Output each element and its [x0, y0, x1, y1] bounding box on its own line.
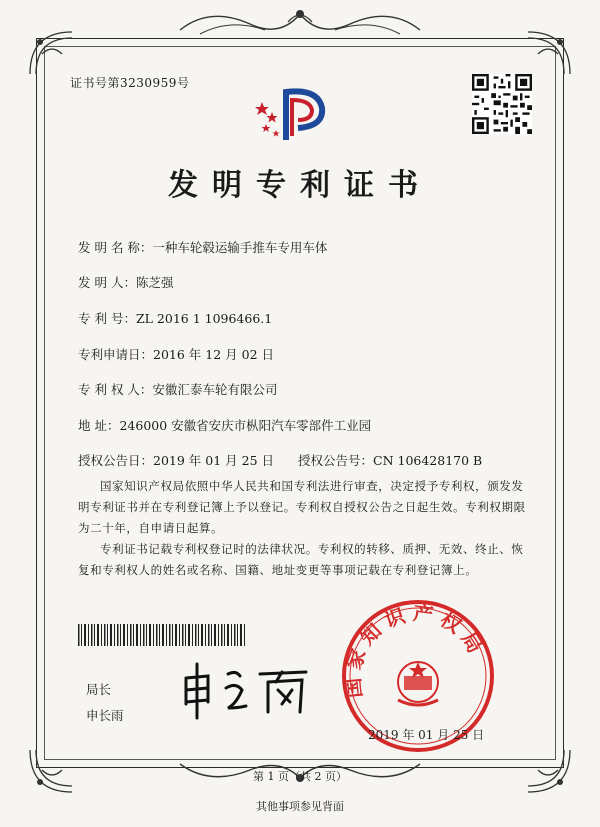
field-grant-announce-date — [78, 451, 274, 469]
seal-date: 2019 年 01 月 25 日 — [368, 728, 485, 742]
patent-number-label: 专 利 号： — [78, 311, 136, 326]
invention-name-label: 发 明 名 称： — [78, 240, 153, 255]
grant-announce-date-value: 2019 年 01 月 25 日 — [153, 453, 275, 468]
patentee-value: 安徽汇泰车轮有限公司 — [152, 382, 278, 397]
footer-note: 其他事项参见背面 — [256, 800, 344, 813]
field-patent-number — [78, 309, 272, 327]
field-invention-name — [78, 238, 327, 256]
invention-name-value: 一种车轮毂运输手推车专用车体 — [152, 240, 328, 255]
grant-announce-number-label: 授权公告号： — [298, 453, 374, 468]
top-ornament — [170, 0, 430, 46]
grant-announce-date-label: 授权公告日： — [78, 453, 154, 468]
paragraph-legal-status: 专利证书记载专利权登记时的法律状况。专利权的转移、质押、无效、终止、恢复和专利权人的姓名或名称、国籍、地址变更等事项记载在专利登记簿上。 — [78, 542, 524, 577]
svg-text:国家知识产权局: 国家知识产权局 — [340, 600, 491, 700]
patentee-label: 专 利 权 人： — [78, 382, 153, 397]
field-patentee — [78, 380, 277, 398]
director-title: 局长 — [86, 682, 112, 697]
patent-number-value: ZL 2016 1 1096466.1 — [135, 311, 273, 326]
director-signature — [178, 656, 318, 726]
field-grant-announce-number — [298, 451, 482, 469]
inventor-label: 发 明 人： — [78, 275, 136, 290]
patent-office-logo — [248, 78, 338, 148]
field-address — [78, 416, 371, 434]
address-value: 246000 安徽省安庆市枞阳汽车零部件工业园 — [119, 418, 372, 433]
field-inventor — [78, 273, 173, 291]
filing-date-label: 专利申请日： — [78, 347, 154, 362]
qr-code — [472, 74, 532, 134]
certificate-title: 发明专利证书 — [168, 168, 432, 203]
filing-date-value: 2016 年 12 月 02 日 — [153, 347, 275, 362]
director-name: 申长雨 — [86, 708, 124, 723]
grant-announce-number-value: CN 106428170 B — [373, 453, 483, 468]
address-label: 地 址： — [78, 418, 120, 433]
barcode — [78, 624, 248, 646]
page-number: 第 1 页（共 2 页） — [253, 770, 347, 783]
certificate-number: 证书号第3230959号 — [70, 76, 190, 90]
field-filing-date — [78, 345, 274, 363]
inventor-value: 陈芝强 — [135, 275, 174, 290]
paragraph-grant: 国家知识产权局依照中华人民共和国专利法进行审查，决定授予专利权，颁发发明专利证书并在专利登记簿上予以登记。专利权自授权公告之日起生效。专利权期限为二十年，自申请日起算。 — [78, 479, 526, 535]
